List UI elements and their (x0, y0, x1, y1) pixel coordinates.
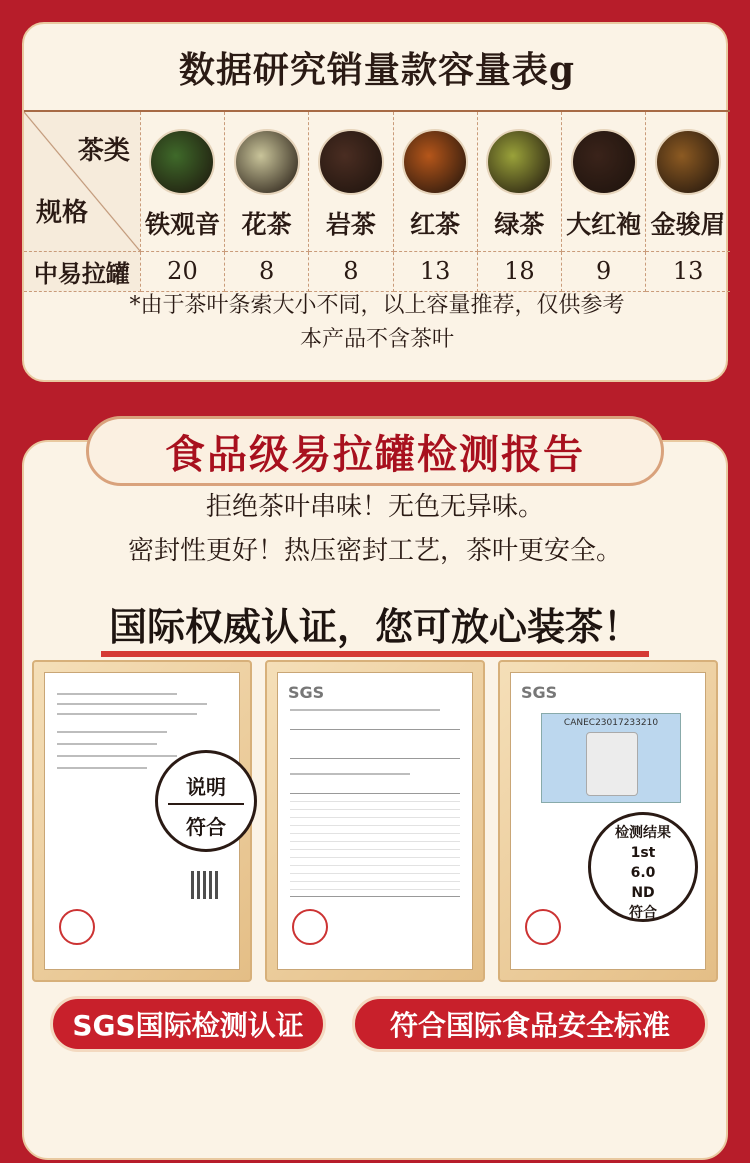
test-result-value: ND (631, 885, 655, 901)
result-bubble-1 (155, 750, 257, 852)
tea-column-5 (562, 111, 646, 251)
text-line (57, 703, 207, 705)
text-line (57, 693, 177, 695)
text-line (290, 773, 410, 775)
capacity-value: 20 (140, 251, 224, 291)
sgs-logo: SGS (521, 683, 558, 702)
test-result-value: 1st (630, 845, 656, 861)
text-line (57, 713, 197, 715)
certificate-page (510, 672, 706, 970)
tea-column-2 (309, 111, 393, 251)
tea-column-3 (393, 111, 477, 251)
tea-name: 岩茶 (325, 210, 376, 240)
capacity-value: 9 (562, 251, 646, 291)
capacity-value: 8 (309, 251, 393, 291)
feature-line-1: 拒绝茶叶串味！无色无异味。 (205, 492, 544, 522)
certification-headline (0, 596, 750, 657)
tea-image (149, 129, 215, 195)
report-banner: 食品级易拉罐检测报告 (86, 416, 664, 486)
capacity-value: 13 (393, 251, 477, 291)
bubble-divider (168, 803, 244, 805)
corner-tea-label: 茶类 (77, 136, 130, 166)
data-table (290, 793, 460, 897)
qr-code-icon (191, 871, 219, 899)
capacity-table-card (22, 22, 728, 382)
tea-image (655, 129, 721, 195)
tea-name: 金骏眉 (650, 210, 726, 240)
sgs-cert-badge: SGS国际检测认证 (50, 996, 326, 1052)
feature-line-2: 密封性更好！热压密封工艺，茶叶更安全。 (127, 536, 622, 566)
tea-column-0 (140, 111, 224, 251)
tea-name: 绿茶 (494, 210, 545, 240)
tea-type-row (24, 111, 730, 251)
test-result-value: 6.0 (630, 865, 656, 881)
row-label: 中易拉罐 (24, 251, 140, 291)
seal-icon (525, 909, 561, 945)
tea-column-4 (477, 111, 561, 251)
capacity-note: *由于茶叶条索大小不同，以上容量推荐，仅供参考 (129, 293, 625, 318)
data-table (290, 729, 460, 759)
result-bubble-2 (588, 812, 698, 922)
certificate-3 (498, 660, 718, 982)
sgs-logo: SGS (288, 683, 325, 702)
text-line (57, 731, 167, 733)
tea-image (318, 129, 384, 195)
text-line (57, 755, 177, 757)
capacity-table-title: 数据研究销量款容量表g (178, 48, 576, 91)
certificate-2 (265, 660, 485, 982)
capacity-table (24, 110, 730, 292)
capacity-value: 13 (646, 251, 730, 291)
tea-name: 花茶 (241, 210, 292, 240)
no-tea-note: 本产品不含茶叶 (299, 327, 454, 352)
tea-image (571, 129, 637, 195)
tea-column-1 (225, 111, 309, 251)
tea-column-6 (646, 111, 730, 251)
capacity-row (24, 251, 730, 291)
headline-text: 国际权威认证，您可放心装茶！ (101, 596, 649, 657)
tea-image (486, 129, 552, 195)
test-result-title: 检测结果 (615, 825, 671, 841)
corner-spec-label: 规格 (36, 197, 89, 228)
tea-image (234, 129, 300, 195)
tea-name: 红茶 (410, 210, 461, 240)
tea-name: 大红袍 (566, 210, 642, 240)
seal-icon (292, 909, 328, 945)
seal-icon (59, 909, 95, 945)
bubble-conform: 符合 (186, 815, 226, 839)
text-line (57, 767, 147, 769)
capacity-value: 8 (225, 251, 309, 291)
can-photo-label: CANEC23017233210 (563, 718, 659, 728)
table-corner (24, 111, 140, 251)
certificate-page (277, 672, 473, 970)
tea-name: 铁观音 (144, 210, 220, 240)
text-line (290, 709, 440, 711)
test-result-value: 符合 (629, 905, 657, 921)
tea-image (402, 129, 468, 195)
food-safety-badge: 符合国际食品安全标准 (352, 996, 708, 1052)
bubble-explanation: 说明 (186, 775, 226, 799)
can-photo (541, 713, 681, 803)
can-icon (586, 732, 638, 796)
text-line (57, 743, 157, 745)
capacity-value: 18 (477, 251, 561, 291)
